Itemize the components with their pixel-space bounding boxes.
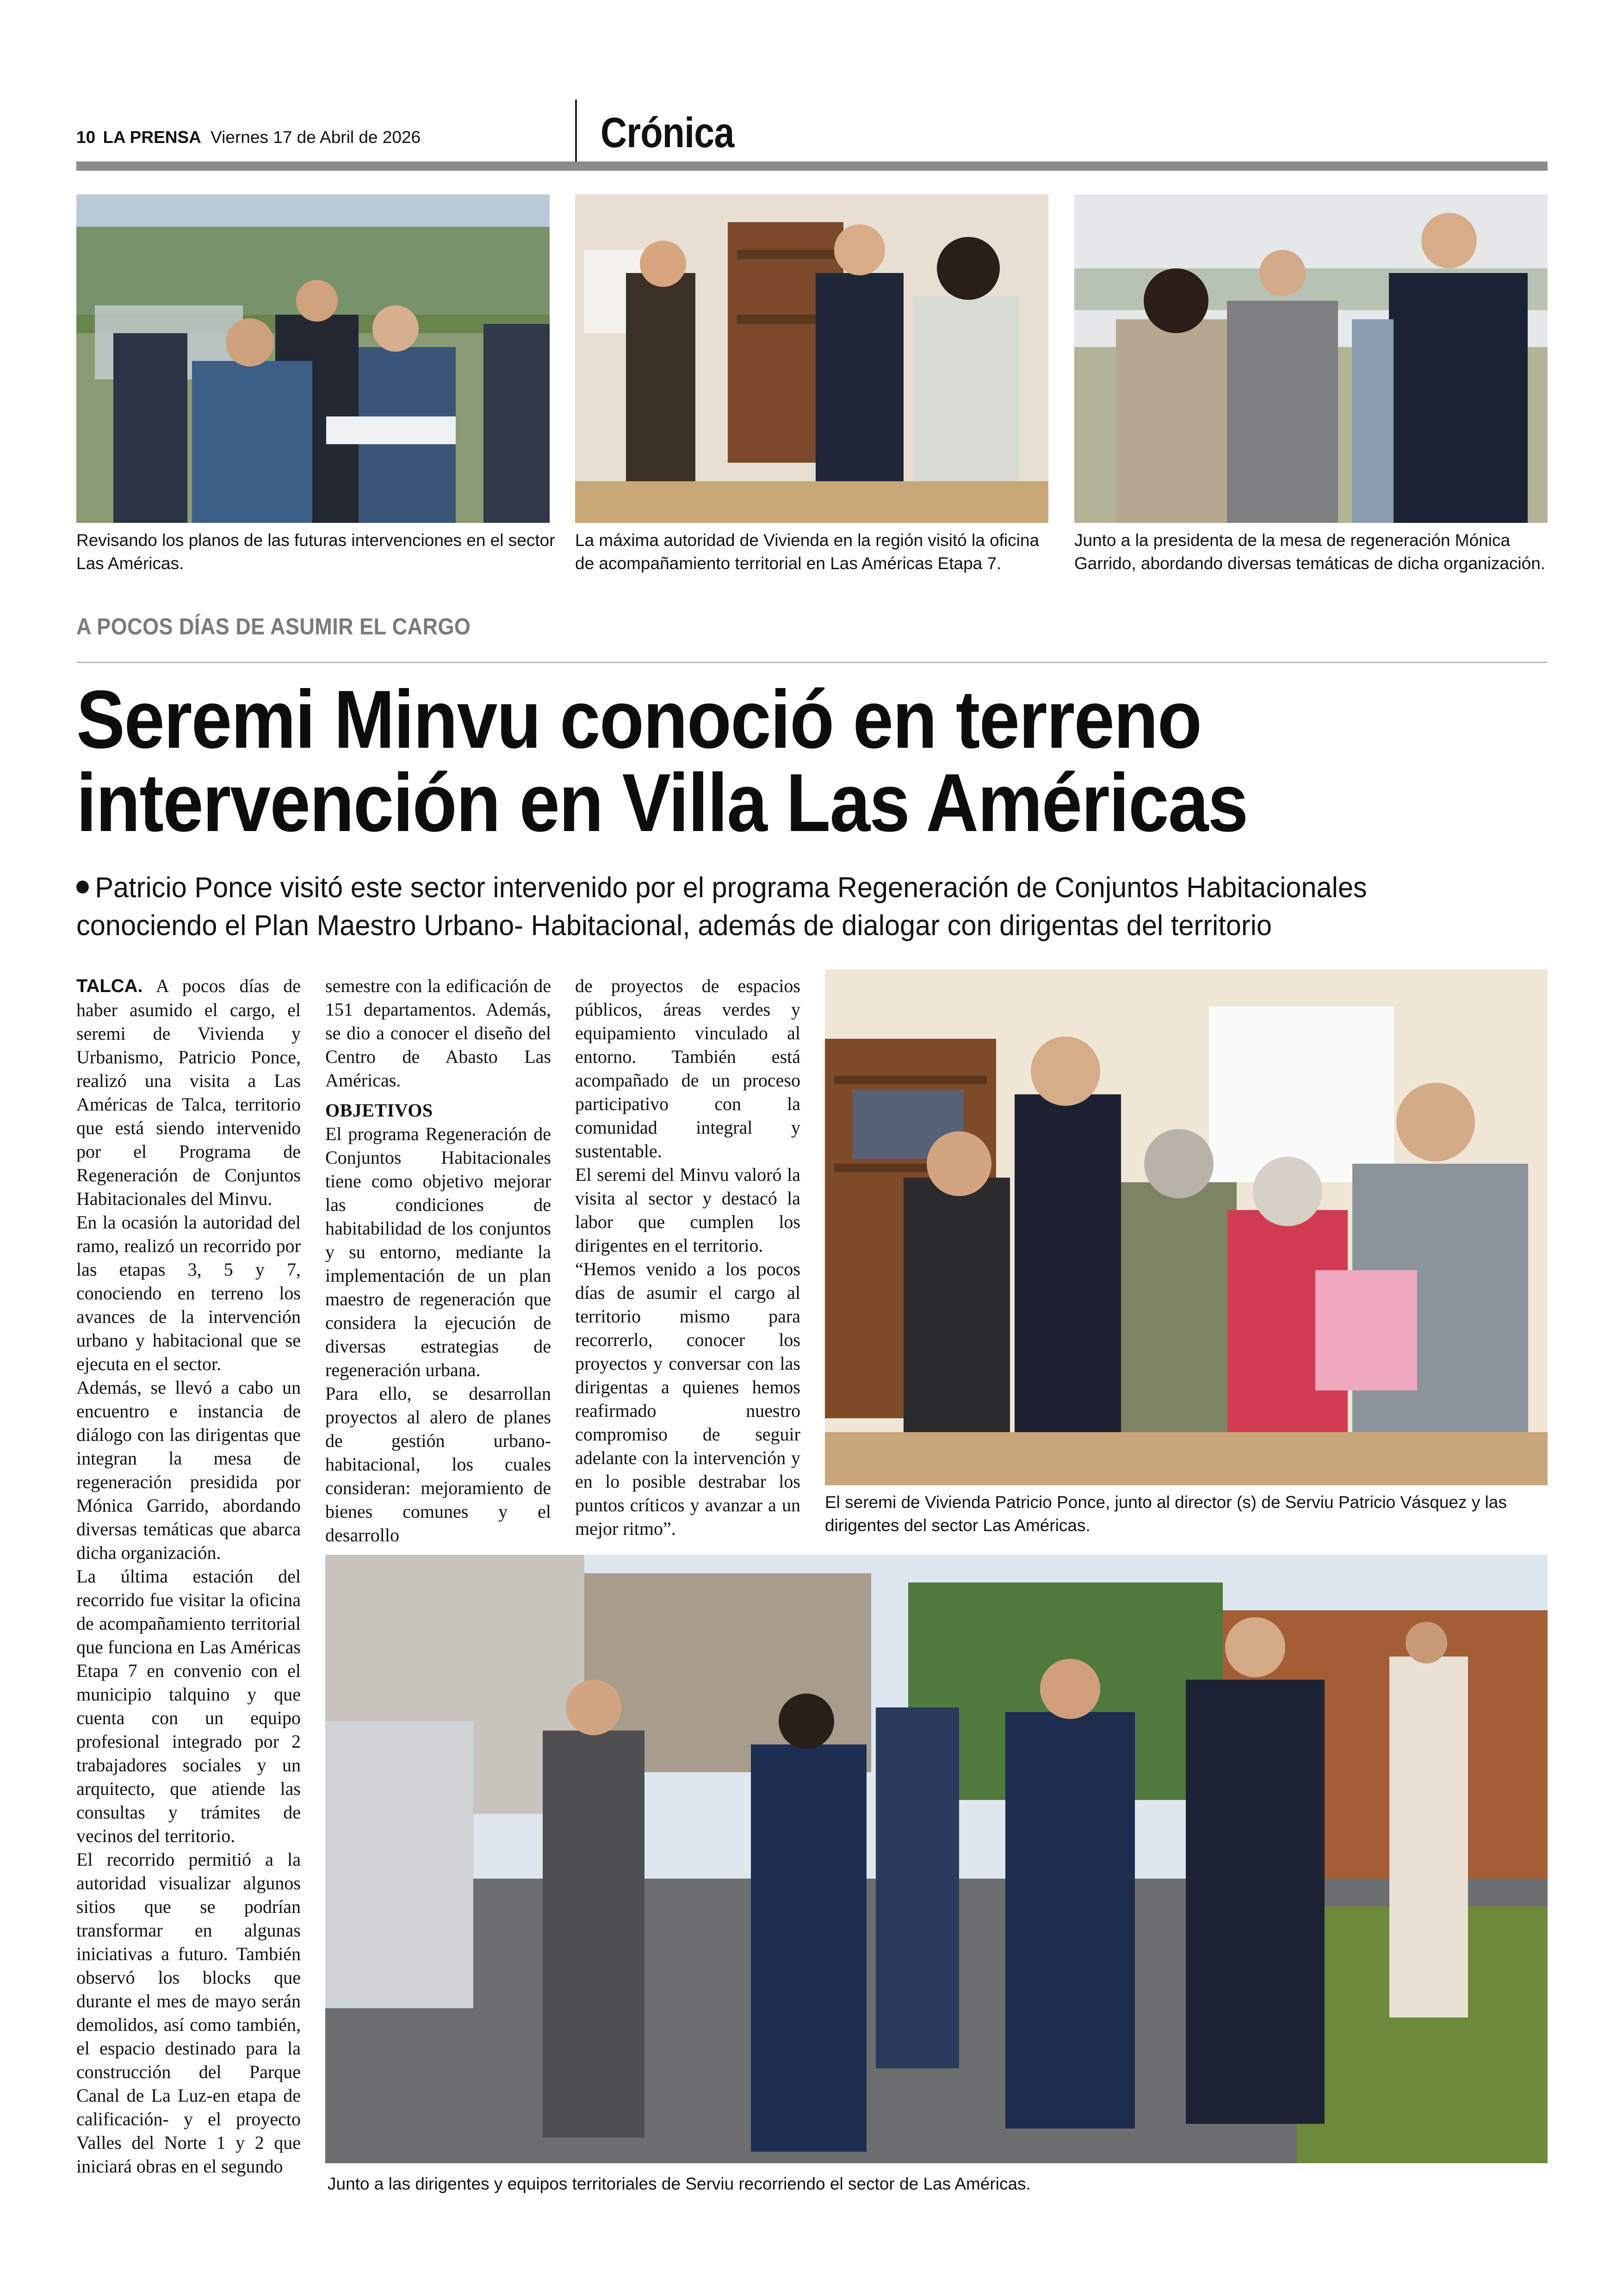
article-column-3 (575, 974, 800, 1540)
col3-paragraph-1: de proyectos de espacios públicos, áreas verdes y equipamiento vinculado al entorno. También está acompañado de un proceso participativo con la comunidad integral y sustentable. (575, 975, 800, 1161)
article-column-1 (76, 974, 301, 2178)
col2-paragraph-2: El programa Regeneración de Conjuntos Habitacionales tiene como objetivo mejorar las condiciones de habitabilidad de los conjuntos y su entorno, mediante la implementación de un plan maestro de regeneración que considera la ejecución de diversas estrategias de regeneración urbana. (325, 1123, 551, 1380)
photo-walking-sector (325, 1555, 1548, 2163)
col2-paragraph-3: Para ello, se desarrollan proyectos al alero de planes de gestión urbano-habitacional, los cuales consideran: mejoramiento de bienes comunes y el desarrollo (325, 1383, 551, 1545)
headline-line-1: Seremi Minvu conoció en terreno (76, 673, 1202, 765)
headline-line-2: intervención en Villa Las Américas (76, 757, 1248, 849)
col2-paragraph-1: semestre con la edificación de 151 departamentos. Además, se dio a conocer el diseño del Centro de Abasto Las Américas. (325, 975, 551, 1091)
photo-group-office (825, 969, 1548, 1485)
kicker-rule (76, 662, 1548, 663)
caption-reviewing-plans: Revisando los planos de las futuras intervenciones en el sector Las Américas. (76, 531, 555, 573)
col1-paragraph-3: Además, se llevó a cabo un encuentro e instancia de diálogo con las dirigentas que integran la mesa de regeneración presidida por Mónica Garrido, abordando diversas temáticas que abarca dicha organización. (76, 1377, 301, 1563)
issue-date: Viernes 17 de Abril de 2026 (211, 128, 421, 147)
header-rule (76, 161, 1548, 171)
article-kicker: A POCOS DÍAS DE ASUMIR EL CARGO (76, 614, 471, 639)
article-headline (76, 673, 1428, 849)
col1-paragraph-2: En la ocasión la autoridad del ramo, realizó un recorrido por las etapas 3, 5 y 7, conociendo en terreno los avances de la intervención urbano y habitacional que se ejecuta en el sector. (76, 1212, 301, 1374)
col3-paragraph-2: El seremi del Minvu valoró la visita al sector y destacó la labor que cumplen los dirigentes en el territorio. (575, 1164, 800, 1256)
section-title: Crónica (601, 109, 734, 156)
header-divider (575, 99, 577, 167)
subhead-objetivos: OBJETIVOS (325, 1100, 433, 1121)
caption-walking-sector: Junto a las dirigentes y equipos territoriales de Serviu recorriendo el sector de Las Américas. (328, 2174, 1031, 2193)
dateline: TALCA. (76, 976, 143, 996)
photo-reviewing-plans (76, 194, 550, 523)
photo-territorial-office (575, 194, 1048, 523)
page-number: 10 (76, 128, 96, 147)
newspaper-name: LA PRENSA (103, 128, 201, 147)
col1-paragraph-5: El recorrido permitió a la autoridad visualizar algunos sitios que se podrían transformar en algunas iniciativas a futuro. También observó los blocks que durante el mes de mayo serán demolidos, así como también, el espacio destinado para la construcción del Parque Canal de La Luz-en etapa de calificación- y el proyecto Valles del Norte 1 y 2 que iniciará obras en el segundo (76, 1849, 301, 2177)
col1-paragraph-1: A pocos días de haber asumido el cargo, el seremi de Vivienda y Urbanismo, Patricio Ponce, realizó una visita a Las Américas de Talca, territorio que está siendo intervenido por el Programa de Regeneración de Conjuntos Habitacionales del Minvu. (76, 975, 301, 1209)
article-deck (76, 869, 1515, 945)
col3-paragraph-3: “Hemos venido a los pocos días de asumir el cargo al territorio mismo para recorrerlo, conocer los proyectos y conversar con las dirigentas a quienes hemos reafirmado nuestro compromiso de seguir adelante con la intervención y en lo posible destrabar los puntos críticos y avanzar a un mejor ritmo”. (575, 1259, 800, 1539)
photo-meeting-president (1074, 194, 1548, 523)
article-column-2 (325, 974, 551, 1547)
page-header-left (76, 128, 421, 147)
col1-paragraph-4: La última estación del recorrido fue visitar la oficina de acompañamiento territorial que funciona en Las Américas Etapa 7 en convenio con el municipio talquino y que cuenta con un equipo profesional integrado por 2 trabajadores sociales y un arquitecto, que atiende las consultas y trámites de vecinos del territorio. (76, 1566, 301, 1846)
caption-territorial-office: La máxima autoridad de Vivienda en la región visitó la oficina de acompañamiento territorial en Las Américas Etapa 7. (575, 531, 1040, 573)
deck-text: Patricio Ponce visitó este sector intervenido por el programa Regeneración de Conjuntos Habitacionales conociendo el Plan Maestro Urbano- Habitacional, además de dialogar con dirigentas del territorio (76, 872, 1367, 942)
caption-meeting-president: Junto a la presidenta de la mesa de regeneración Mónica Garrido, abordando diversas temáticas de dicha organización. (1074, 531, 1546, 573)
bullet-icon (76, 881, 89, 894)
caption-group-office: El seremi de Vivienda Patricio Ponce, junto al director (s) de Serviu Patricio Vásquez y las dirigentes del sector Las Américas. (825, 1493, 1507, 1535)
